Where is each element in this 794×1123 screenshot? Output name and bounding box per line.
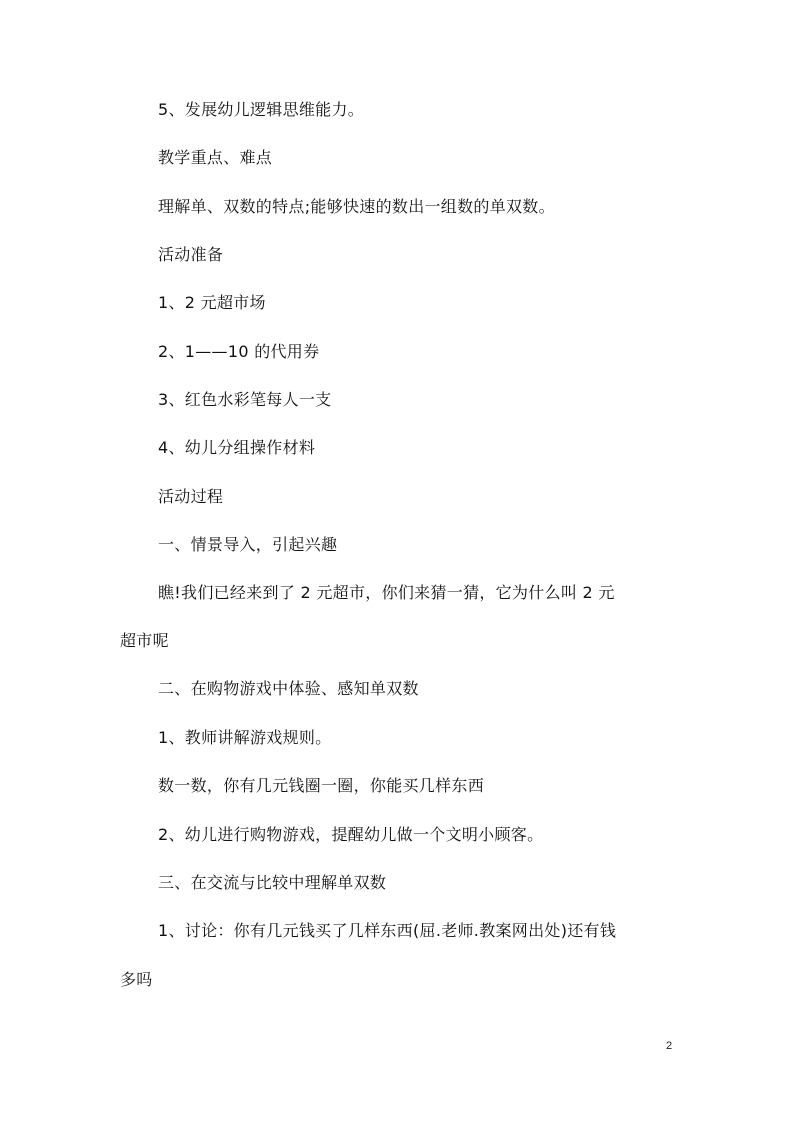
section-heading: 教学重点、难点 [158, 148, 273, 167]
text-line: 3、红色水彩笔每人一支 [158, 390, 332, 409]
page-number: 2 [666, 1040, 673, 1052]
text-line: 1、教师讲解游戏规则。 [158, 728, 332, 747]
text-line: 2、1——10 的代用券 [158, 342, 320, 361]
text-line: 理解单、双数的特点;能够快速的数出一组数的单双数。 [158, 197, 555, 216]
text-line: 2、幼儿进行购物游戏，提醒幼儿做一个文明小顾客。 [158, 825, 544, 844]
text-line: 二、在购物游戏中体验、感知单双数 [158, 679, 419, 698]
text-line: 三、在交流与比较中理解单双数 [158, 873, 387, 892]
text-line: 一、情景导入，引起兴趣 [158, 535, 338, 554]
text-line: 数一数，你有几元钱圈一圈，你能买几样东西 [158, 776, 485, 795]
text-line: 4、幼儿分组操作材料 [158, 438, 316, 457]
section-heading: 活动准备 [158, 245, 224, 264]
text-line: 瞧!我们已经来到了 2 元超市，你们来猜一猜，它为什么叫 2 元 [158, 583, 615, 602]
text-line: 1、2 元超市场 [158, 293, 266, 312]
text-line: 1、讨论：你有几元钱买了几样东西(屈.老师.教案网出处)还有钱 [158, 921, 617, 940]
text-line: 5、发展幼儿逻辑思维能力。 [158, 100, 365, 119]
text-line: 超市呢 [120, 631, 169, 650]
section-heading: 活动过程 [158, 487, 224, 506]
text-line: 多吗 [120, 970, 153, 989]
